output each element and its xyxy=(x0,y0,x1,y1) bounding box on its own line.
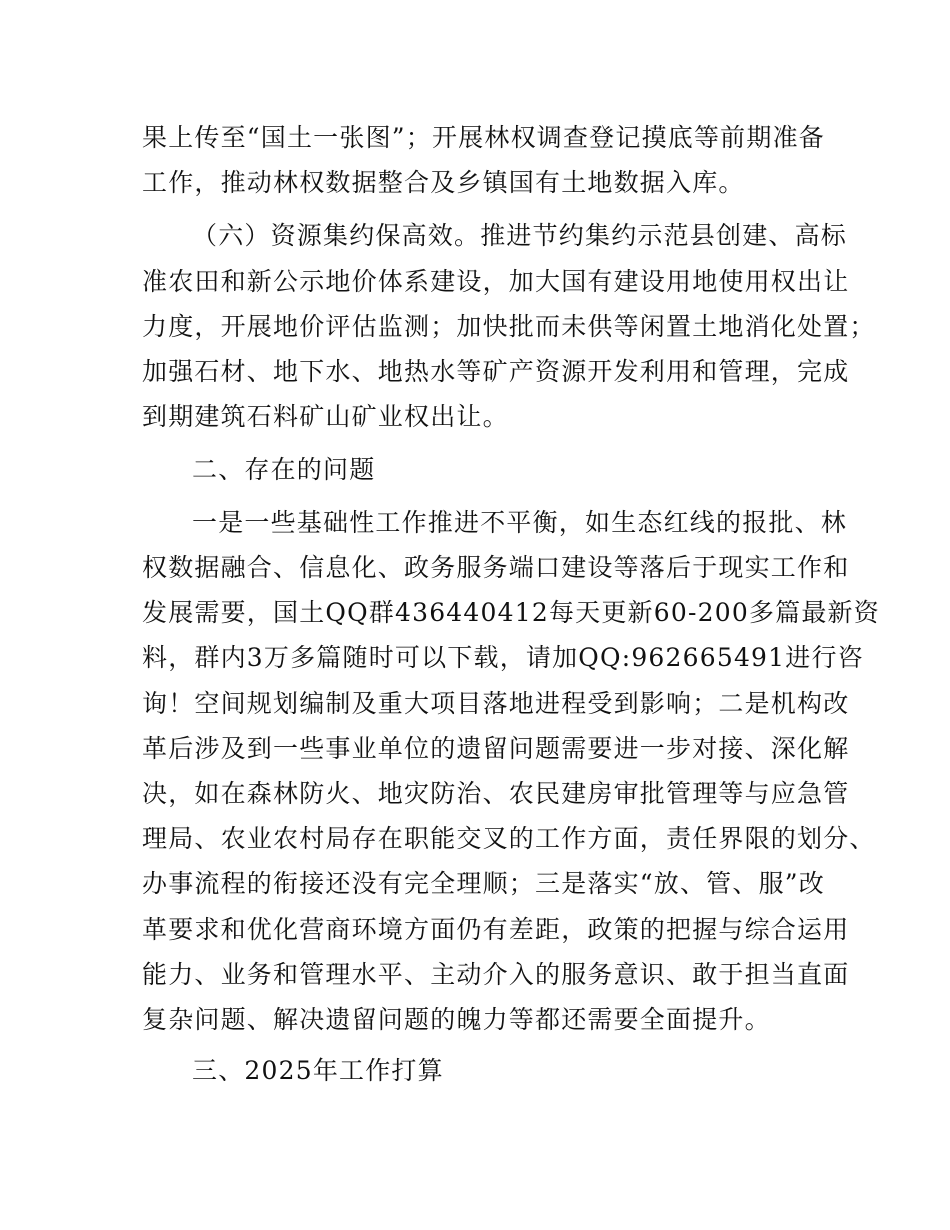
text-line: 一是一些基础性工作推进不平衡，如生态红线的报批、林 xyxy=(192,508,848,537)
section-heading-plans: 三、2025年工作打算 xyxy=(192,1056,444,1085)
text-line: 力度，开展地价评估监测；加快批而未供等闲置土地消化处置； xyxy=(142,312,876,341)
text-line: 复杂问题、解决遗留问题的魄力等都还需要全面提升。 xyxy=(142,1005,771,1034)
text-line: 能力、业务和管理水平、主动介入的服务意识、敢于担当直面 xyxy=(142,960,850,989)
text-line: 理局、农业农村局存在职能交叉的工作方面，责任界限的划分、 xyxy=(142,824,876,853)
text-line: 决，如在森林防火、地灾防治、农民建房审批管理等与应急管 xyxy=(142,779,850,808)
text-line: 革要求和优化营商环境方面仍有差距，政策的把握与综合运用 xyxy=(142,915,850,944)
text-line: 工作，推动林权数据整合及乡镇国有土地数据入库。 xyxy=(142,168,745,197)
text-line: 到期建筑石料矿山矿业权出让。 xyxy=(142,402,509,431)
text-line: 权数据融合、信息化、政务服务端口建设等落后于现实工作和 xyxy=(142,553,850,582)
text-line: 果上传至“国土一张图”；开展林权调查登记摸底等前期准备 xyxy=(142,123,825,152)
text-line: 询！空间规划编制及重大项目落地进程受到影响；二是机构改 xyxy=(142,689,850,718)
section-heading-six: （六）资源集约保高效。推进节约集约示范县创建、高标 xyxy=(192,221,848,250)
text-line: 料，群内3万多篇随时可以下载，请加QQ:962665491进行咨 xyxy=(142,643,864,672)
section-heading-problems: 二、存在的问题 xyxy=(192,455,376,484)
text-line: 加强石材、地下水、地热水等矿产资源开发利用和管理，完成 xyxy=(142,357,850,386)
text-line: 革后涉及到一些事业单位的遗留问题需要进一步对接、深化解 xyxy=(142,734,850,763)
text-line: 办事流程的衔接还没有完全理顺；三是落实“放、管、服”改 xyxy=(142,869,825,898)
text-line: 准农田和新公示地价体系建设，加大国有建设用地使用权出让 xyxy=(142,267,850,296)
text-line: 发展需要，国土QQ群436440412每天更新60-200多篇最新资 xyxy=(142,598,880,627)
